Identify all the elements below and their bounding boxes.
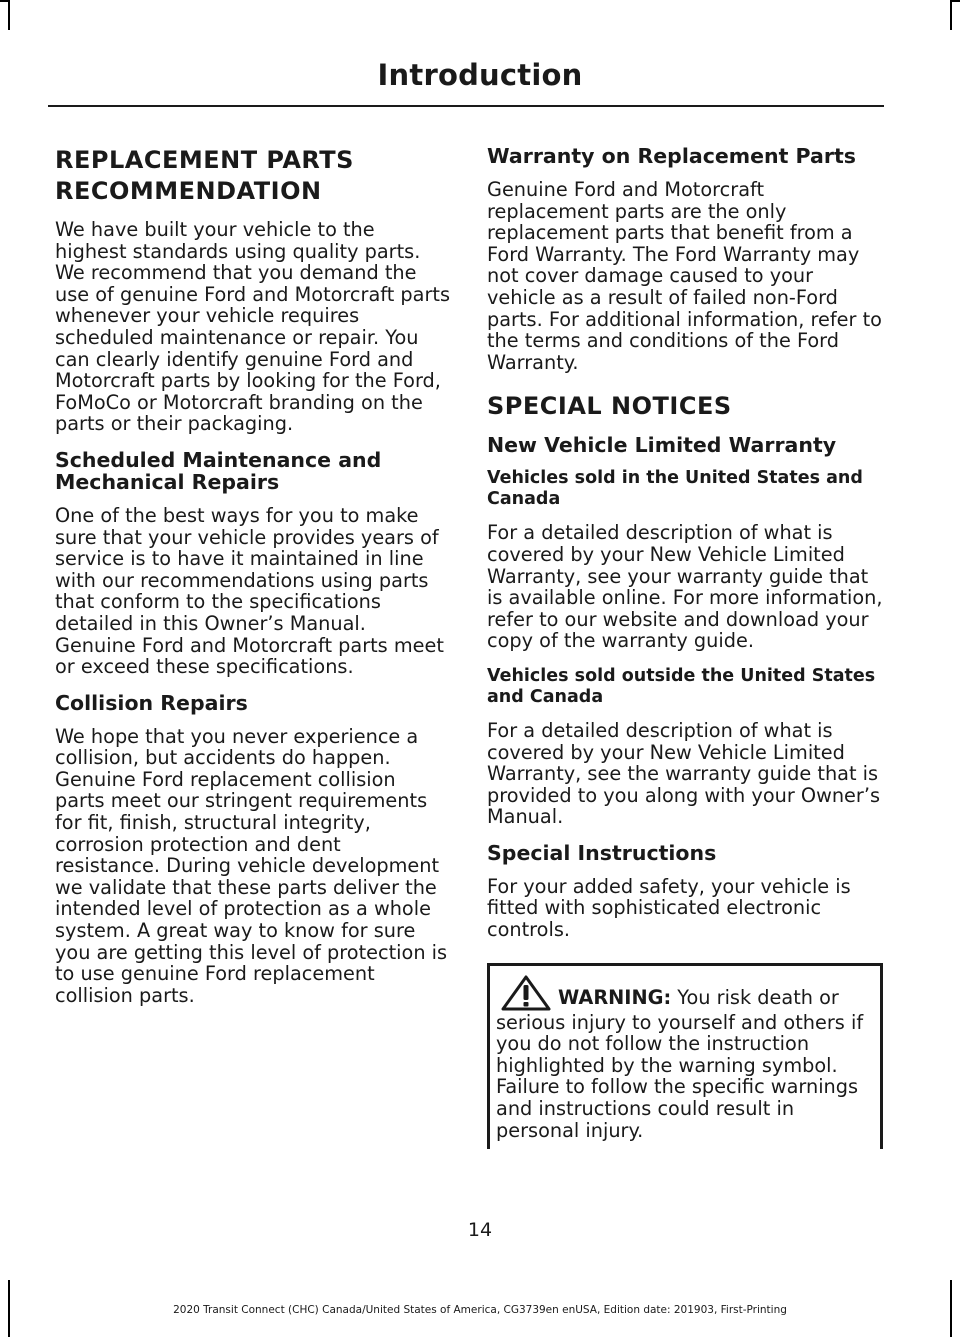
warning-box — [487, 963, 883, 1150]
paragraph-scheduled-maintenance: One of the best ways for you to make sure that your vehicle provides years of service is to have it maintained in line with our recommendations using parts that conform to the specifications detailed in this Owner’s Manual. Genuine Ford and Motorcraft parts meet or exceed these specifications. — [55, 503, 444, 679]
paragraph-replacement-parts: We have built your vehicle to the highest standards using quality parts. We recommend that you demand the use of genuine Ford and Motorcraft parts whenever your vehicle requires scheduled maintenance or repair. You can clearly identify genuine Ford and Motorcraft parts by looking for the Ford, FoMoCo or Motorcraft branding on the parts or their packaging. — [55, 218, 451, 436]
right-column — [487, 145, 883, 1149]
section-heading-special-notices: SPECIAL NOTICES — [487, 392, 732, 421]
section-heading-replacement-parts: REPLACEMENT PARTS RECOMMENDATION — [55, 146, 354, 205]
warning-label: WARNING: — [558, 985, 672, 1009]
page-footer: 2020 Transit Connect (CHC) Canada/United States of America, CG3739en enUSA, Edition date: 201903, First-Printing — [173, 1304, 787, 1316]
paragraph-warranty-replacement-parts: Genuine Ford and Motorcraft replacement parts are the only replacement parts that benefit from a Ford Warranty. The Ford Warranty may not cover damage caused to your vehicle as a result of failed non-Ford parts. For additional information, refer to the terms and conditions of the Ford Warranty. — [487, 178, 882, 374]
page-number: 14 — [467, 1219, 493, 1241]
page-header-title: Introduction — [377, 58, 583, 92]
warning-triangle-icon — [500, 974, 552, 1012]
paragraph-collision-repairs: We hope that you never experience a collision, but accidents do happen. Genuine Ford replacement collision parts meet our stringent requirements for fit, finish, structural integrity, corrosion protection and dent resistance. During vehicle development we validate that these parts deliver the intended level of protection as a whole system. A great way to know for sure you are getting this level of protection is to use genuine Ford replacement collision parts. — [55, 724, 448, 1007]
paragraph-special-instructions: For your added safety, your vehicle is fitted with sophisticated electronic controls. — [487, 874, 851, 942]
subheading-scheduled-maintenance: Scheduled Maintenance and Mechanical Repairs — [55, 447, 382, 494]
subheading-vehicles-us-canada: Vehicles sold in the United States and Canada — [487, 468, 863, 510]
subheading-warranty-replacement-parts: Warranty on Replacement Parts — [487, 144, 856, 168]
paragraph-vehicles-outside: For a detailed description of what is covered by your New Vehicle Limited Warranty, see the warranty guide that is provided to you along with your Owner’s Manual. — [487, 718, 881, 829]
crop-mark-top-right — [950, 0, 952, 30]
crop-mark-top-left — [8, 0, 10, 30]
subheading-collision-repairs: Collision Repairs — [55, 690, 248, 715]
header-divider — [48, 105, 884, 107]
subheading-special-instructions: Special Instructions — [487, 840, 717, 865]
warning-text: You risk death or serious injury to yourself and others if you do not follow the instruction highlighted by the warning symbol. Failure to follow the specific warnings and instructions could result in personal injury. — [496, 985, 864, 1142]
subheading-vehicles-outside: Vehicles sold outside the United States and Canada — [487, 665, 876, 707]
subheading-new-vehicle-limited-warranty: New Vehicle Limited Warranty — [487, 433, 837, 458]
paragraph-vehicles-us-canada: For a detailed description of what is covered by your New Vehicle Limited Warranty, see your warranty guide that is available online. For more information, refer to our website and download your copy of the warranty guide. — [487, 521, 883, 653]
left-column — [55, 145, 451, 1020]
